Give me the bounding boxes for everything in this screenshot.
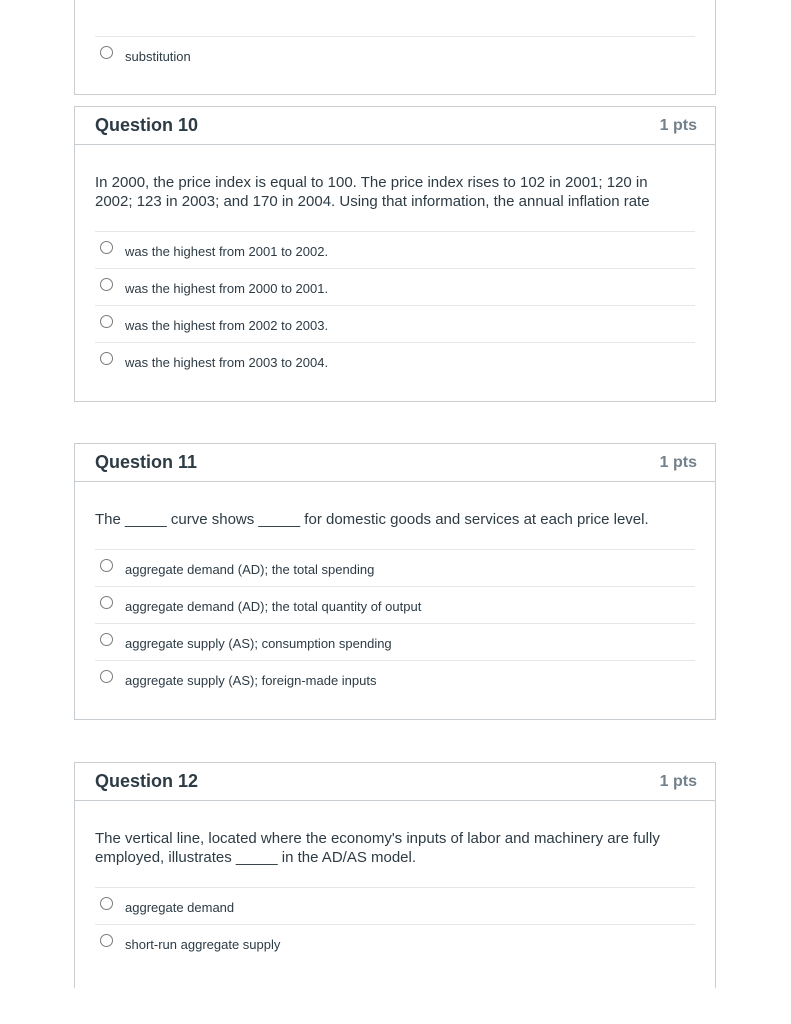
question-title: Question 10 [95,115,199,135]
radio-button[interactable] [100,559,113,572]
answer-option[interactable] [95,549,695,586]
answer-label: substitution [125,48,191,64]
question-card-10 [74,106,716,402]
answer-option[interactable] [95,586,695,623]
question-card-previous [74,0,716,95]
question-header [75,107,715,145]
answer-list [95,36,695,73]
answer-option[interactable] [95,660,695,697]
question-text: The vertical line, located where the economy's inputs of labor and machinery are fully employed, illustrates _____ in the AD/AS model. [95,830,660,866]
answer-option[interactable] [95,887,695,924]
answer-option[interactable] [95,305,695,342]
question-header [75,763,715,801]
answer-label: was the highest from 2001 to 2002. [125,243,329,259]
answer-list [95,231,695,379]
radio-button[interactable] [100,278,113,291]
radio-button[interactable] [100,934,113,947]
answer-label: was the highest from 2000 to 2001. [125,280,329,296]
question-body [75,36,715,73]
answer-label: aggregate supply (AS); foreign-made inputs [125,672,377,688]
radio-button[interactable] [100,633,113,646]
question-title: Question 11 [95,452,198,472]
question-points: 1 pts [659,116,697,134]
question-header [75,444,715,482]
answer-label: aggregate demand [125,899,235,915]
question-body [75,801,715,961]
radio-button[interactable] [100,315,113,328]
question-card-11 [74,443,716,720]
question-points: 1 pts [659,772,697,790]
answer-option[interactable] [95,268,695,305]
radio-button[interactable] [100,352,113,365]
answer-list [95,887,695,961]
question-card-12 [74,762,716,988]
question-body [75,482,715,697]
radio-button[interactable] [100,670,113,683]
question-title: Question 12 [95,771,199,791]
radio-button[interactable] [100,897,113,910]
answer-label: was the highest from 2003 to 2004. [125,354,329,370]
radio-button[interactable] [100,241,113,254]
answer-option[interactable] [95,342,695,379]
answer-option[interactable] [95,231,695,268]
answer-label: short-run aggregate supply [125,936,281,952]
answer-option[interactable] [95,36,695,73]
answer-label: was the highest from 2002 to 2003. [125,317,329,333]
answer-option[interactable] [95,623,695,660]
radio-button[interactable] [100,596,113,609]
question-text: In 2000, the price index is equal to 100. The price index rises to 102 in 2001; 120 in 2002; 123 in 2003; and 170 in 2004. Using that information, the annual inflation rate [95,174,650,210]
question-body [75,145,715,379]
answer-label: aggregate demand (AD); the total quantity of output [125,598,422,614]
answer-label: aggregate supply (AS); consumption spending [125,635,392,651]
answer-option[interactable] [95,924,695,961]
radio-button[interactable] [100,46,113,59]
answer-label: aggregate demand (AD); the total spending [125,561,375,577]
question-text: The _____ curve shows _____ for domestic goods and services at each price level. [95,511,649,528]
answer-list [95,549,695,697]
question-points: 1 pts [659,453,697,471]
